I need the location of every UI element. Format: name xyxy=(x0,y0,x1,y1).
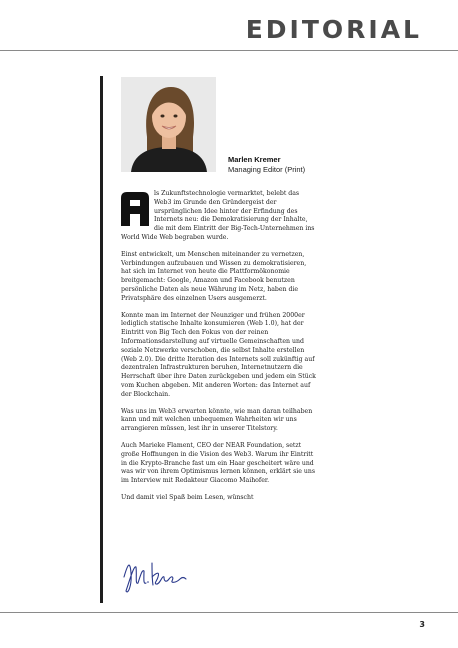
paragraph-1 xyxy=(121,190,317,243)
author-byline xyxy=(228,155,305,175)
paragraph-4: Was uns im Web3 erwarten könnte, wie man daran teilhaben kann und mit welchen unbequemen Wahrheiten wir uns arrangieren müssen, lest ihr in unserer Titelstory. xyxy=(121,407,313,433)
author-name: Marlen Kremer xyxy=(228,155,281,164)
handwritten-signature xyxy=(122,555,188,597)
paragraph-6: Und damit viel Spaß beim Lesen, wünscht xyxy=(121,493,254,501)
portrait-image xyxy=(121,77,216,172)
page-number: 3 xyxy=(419,620,425,629)
footer-divider xyxy=(0,612,458,613)
author-role: Managing Editor (Print) xyxy=(228,165,306,174)
drop-cap xyxy=(121,192,149,226)
vertical-accent-bar xyxy=(100,76,103,603)
paragraph-1-text: ls Zukunftstechnologie vermarktet, belebt das Web3 im Grunde den Gründergeist der ursprünglichen Idee hinter der Erfindung des Internets neu: die Demokratisierung der Inhalte, die mit dem Eintritt der Big-Tech-Unternehmen ins World Wide Web begraben wurde. xyxy=(121,190,315,241)
header-divider xyxy=(0,50,458,51)
paragraph-2: Einst entwickelt, um Menschen miteinander zu vernetzen, Verbindungen aufzubauen und Wissen zu demokratisieren, hat sich im Internet von heute die Plattformökonomie breitgemacht: Google, Amazon und Facebook benutzen persönliche Daten als neue Währung im Netz, haben die Privatsphäre des einzelnen Users ausgemerzt. xyxy=(121,250,307,302)
section-title: EDITORIAL xyxy=(245,15,422,44)
paragraph-3: Konnte man im Internet der Neunziger und frühen 2000er lediglich statische Inhalte konsumieren (Web 1.0), hat der Eintritt von Big Tech den Fokus von der reinen Informationsdarstellung auf virtuelle Gemeinschaften und soziale Netzwerke verschoben, die selbst Inhalte erstellen (Web 2.0). Die dritte Iteration des Internets soll zukünftig auf dezentralen Infrastrukturen beruhen, Internetnutzern die Herrschaft über ihre Daten zurückgeben und jedem ein Stück vom Kuchen abgeben. Mit anderen Worten: das Internet auf der Blockchain. xyxy=(121,311,316,398)
editorial-text xyxy=(121,190,317,511)
author-photo xyxy=(121,77,216,172)
paragraph-5: Auch Marieke Flament, CEO der NEAR Foundation, setzt große Hoffnungen in die Vision des Web3. Warum ihr Eintritt in die Krypto-Branche fast um ein Haar gescheitert wäre und was wir von ihrem Optimismus lernen können, erklärt sie uns im Interview mit Redakteur Giacomo Maihofer. xyxy=(121,441,316,485)
